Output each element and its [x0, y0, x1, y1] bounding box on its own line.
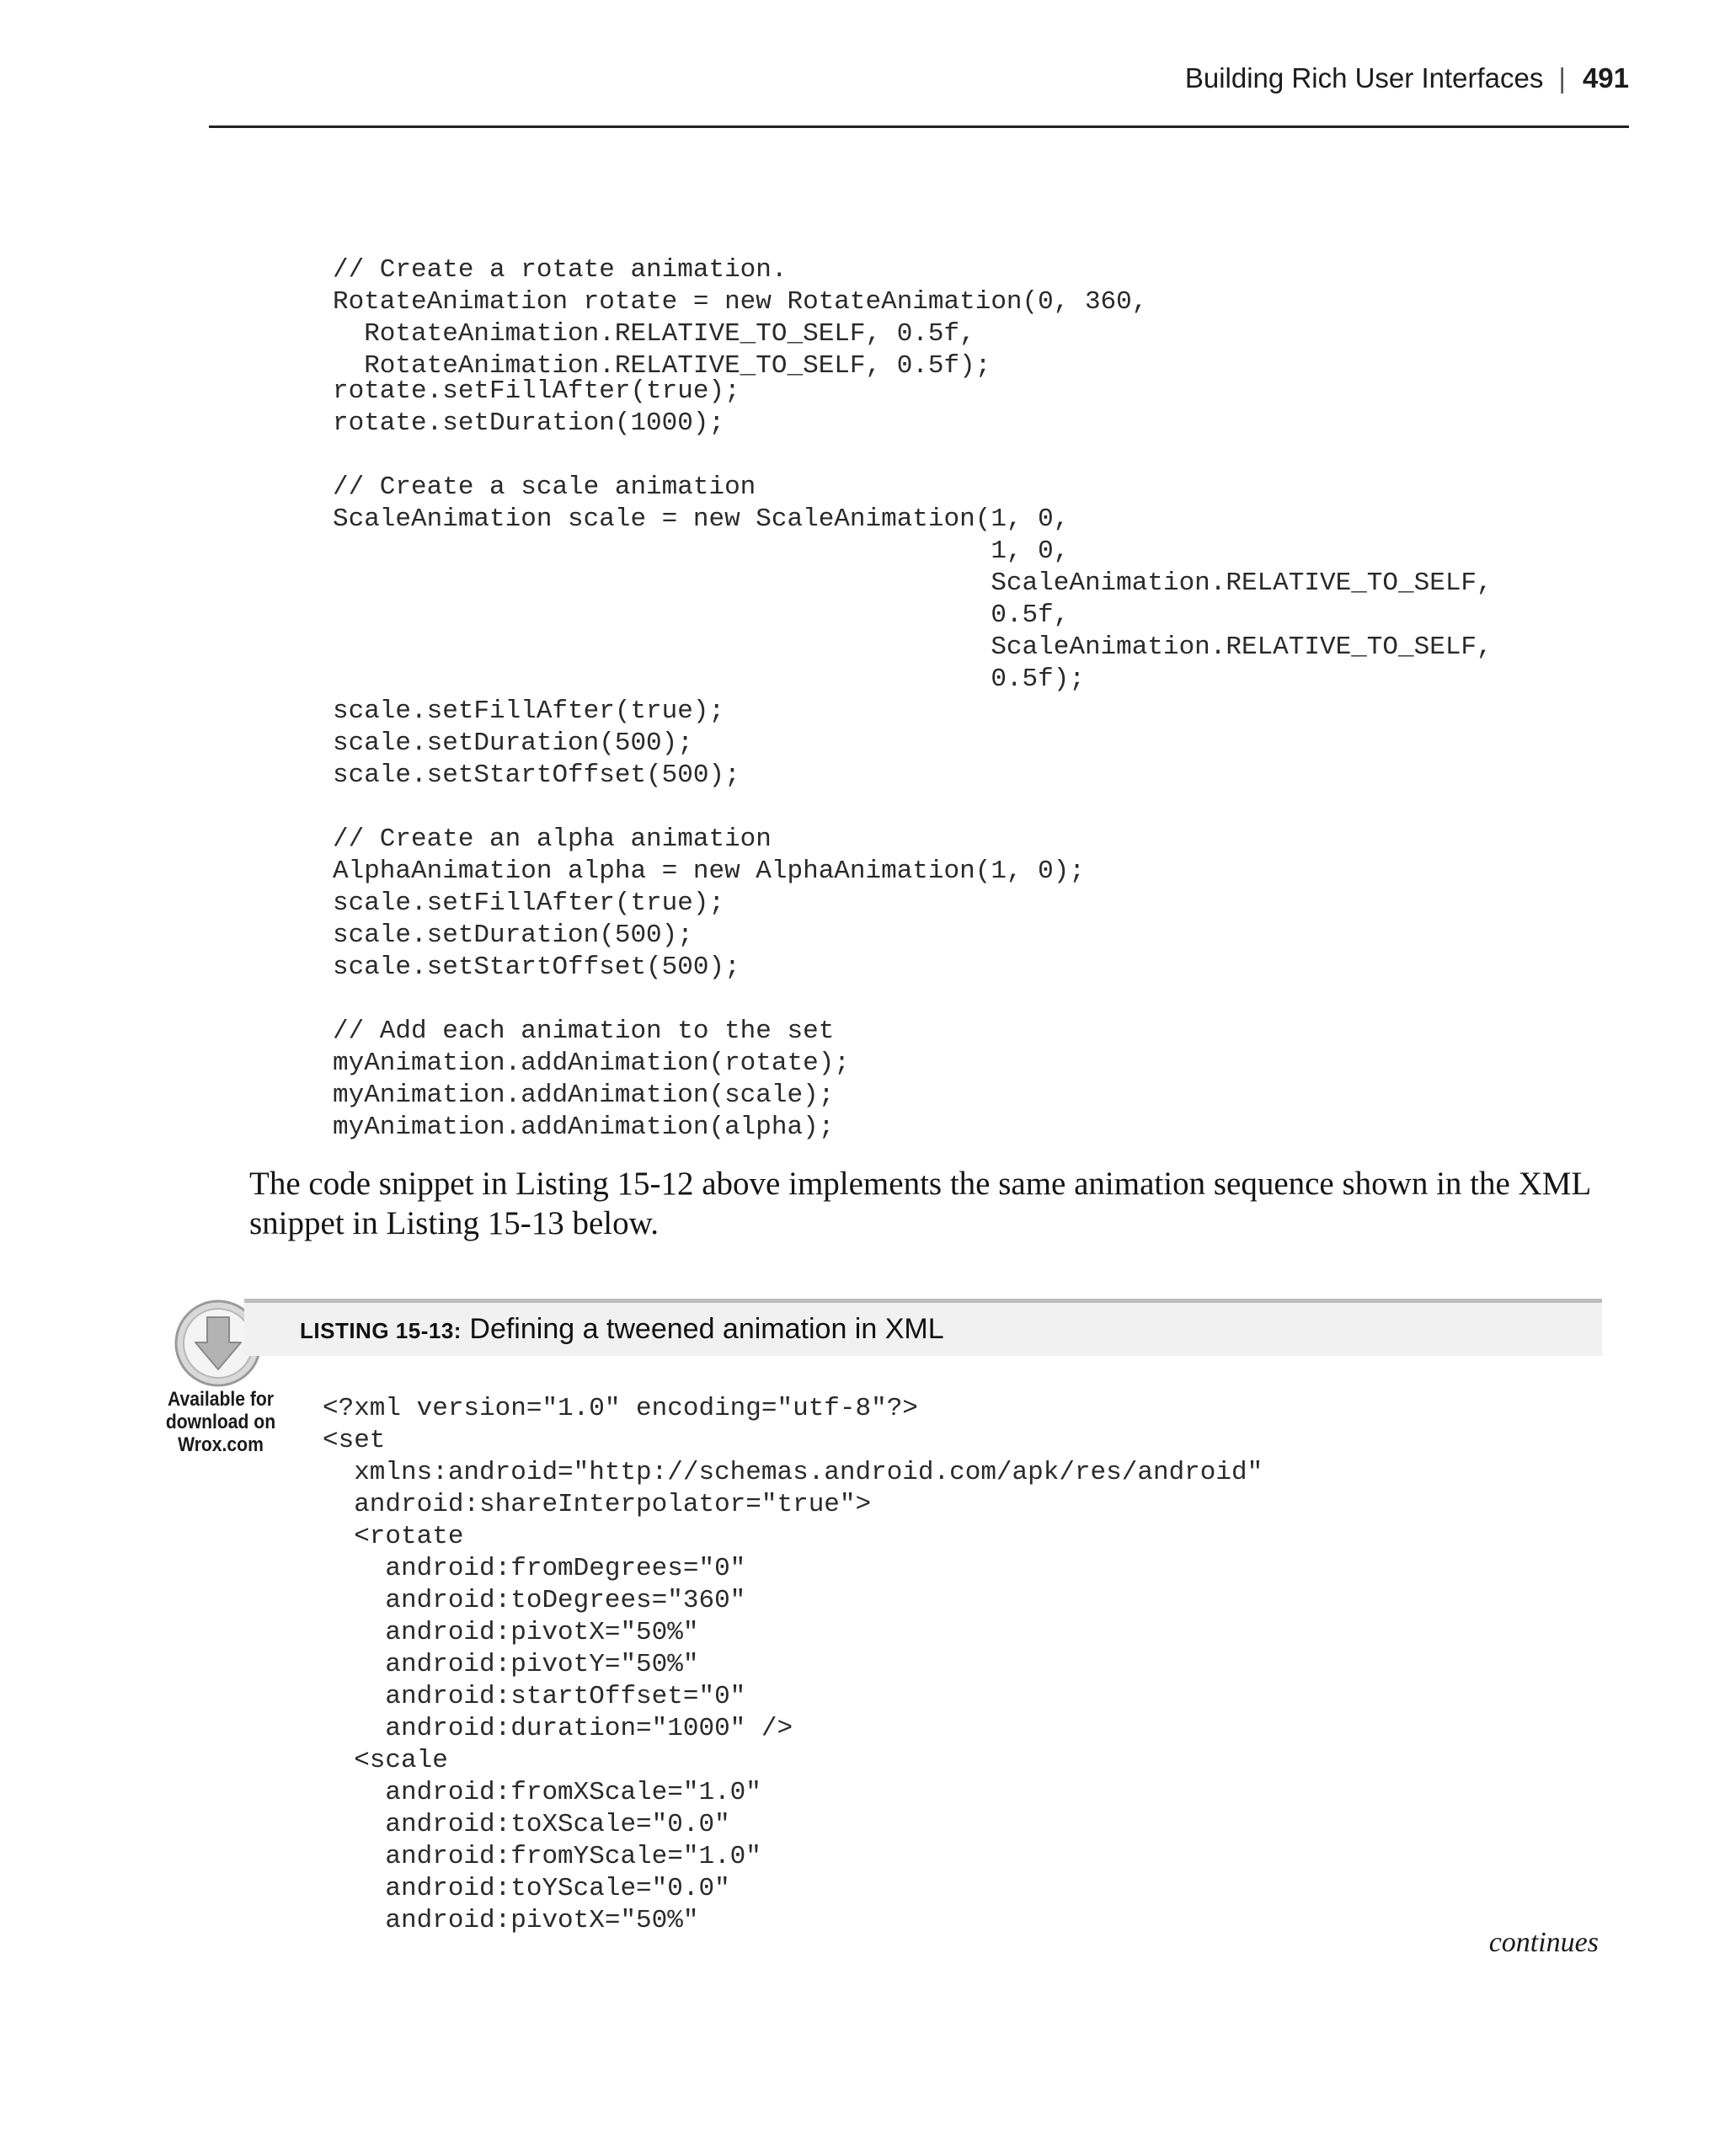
code-line: scale.setStartOffset(500);	[333, 953, 740, 982]
download-line: Available for	[168, 1388, 274, 1411]
code-line: rotate.setFillAfter(true);	[333, 376, 740, 406]
code-line: scale.setDuration(500);	[333, 728, 693, 758]
code-line: <rotate	[323, 1522, 464, 1551]
code-line: scale.setFillAfter(true);	[333, 696, 725, 726]
code-line: <scale	[323, 1746, 448, 1775]
download-line: download on	[165, 1411, 276, 1433]
code-line: <set	[323, 1426, 386, 1455]
code-line: // Add each animation to the set	[333, 1017, 835, 1046]
code-line: <?xml version="1.0" encoding="utf-8"?>	[323, 1394, 918, 1423]
code-line: android:fromYScale="1.0"	[323, 1842, 761, 1871]
code-line: android:fromDegrees="0"	[323, 1554, 746, 1583]
header-separator: |	[1558, 62, 1566, 93]
code-line: xmlns:android="http://schemas.android.com/apk/res/android"	[323, 1458, 1263, 1487]
code-line: scale.setDuration(500);	[333, 921, 693, 950]
code-line: rotate.setDuration(1000);	[333, 408, 725, 438]
page-header	[209, 51, 1629, 128]
code-line: // Create an alpha animation	[333, 825, 772, 854]
code-line: android:duration="1000" />	[323, 1714, 793, 1743]
running-header	[1185, 62, 1629, 94]
code-line: RotateAnimation.RELATIVE_TO_SELF, 0.5f);	[333, 351, 991, 381]
body-paragraph: The code snippet in Listing 15-12 above implements the same animation sequence shown in the XML snippet in Listing 15-13 below.	[249, 1166, 1590, 1241]
page-number: 491	[1582, 62, 1629, 93]
code-line: 0.5f,	[333, 600, 1070, 630]
code-line: myAnimation.addAnimation(scale);	[333, 1081, 835, 1110]
code-line: android:pivotX="50%"	[323, 1618, 699, 1647]
download-note	[157, 1388, 284, 1456]
code-line	[333, 440, 1493, 472]
code-line: android:toYScale="0.0"	[323, 1874, 730, 1903]
continues-label: continues	[1488, 1927, 1599, 1958]
listing-label: LISTING 15-13:	[300, 1318, 462, 1343]
code-line: RotateAnimation rotate = new RotateAnimation(0, 360,	[333, 287, 1148, 317]
listing-header-bar	[244, 1299, 1602, 1356]
code-listing-15-12	[333, 254, 1493, 1144]
code-line: android:shareInterpolator="true">	[323, 1490, 872, 1519]
listing-heading	[300, 1313, 944, 1346]
code-line: 0.5f);	[333, 664, 1085, 694]
code-line: scale.setStartOffset(500);	[333, 760, 740, 790]
code-line: RotateAnimation.RELATIVE_TO_SELF, 0.5f,	[333, 319, 975, 349]
download-line: Wrox.com	[178, 1433, 264, 1456]
listing-title: Defining a tweened animation in XML	[469, 1313, 944, 1345]
code-line: ScaleAnimation scale = new ScaleAnimation(1, 0,	[333, 504, 1070, 534]
code-line	[333, 984, 1493, 1016]
code-line: ScaleAnimation.RELATIVE_TO_SELF,	[333, 632, 1493, 662]
code-line: 1, 0,	[333, 536, 1070, 566]
code-line: myAnimation.addAnimation(alpha);	[333, 1113, 835, 1142]
code-line: scale.setFillAfter(true);	[333, 889, 725, 918]
code-line: android:toDegrees="360"	[323, 1586, 746, 1615]
code-line: android:fromXScale="1.0"	[323, 1778, 761, 1807]
code-listing-15-13	[323, 1393, 1263, 1937]
code-line: AlphaAnimation alpha = new AlphaAnimation(1, 0);	[333, 857, 1085, 886]
code-line: android:pivotY="50%"	[323, 1650, 699, 1679]
code-line: // Create a rotate animation.	[333, 255, 788, 285]
code-line: android:toXScale="0.0"	[323, 1810, 730, 1839]
running-title: Building Rich User Interfaces	[1184, 62, 1544, 93]
code-line: android:startOffset="0"	[323, 1682, 746, 1711]
code-line: // Create a scale animation	[333, 472, 756, 502]
code-line	[333, 792, 1493, 824]
code-line: myAnimation.addAnimation(rotate);	[333, 1049, 850, 1078]
code-line: ScaleAnimation.RELATIVE_TO_SELF,	[333, 568, 1493, 598]
code-line: android:pivotX="50%"	[323, 1906, 699, 1935]
